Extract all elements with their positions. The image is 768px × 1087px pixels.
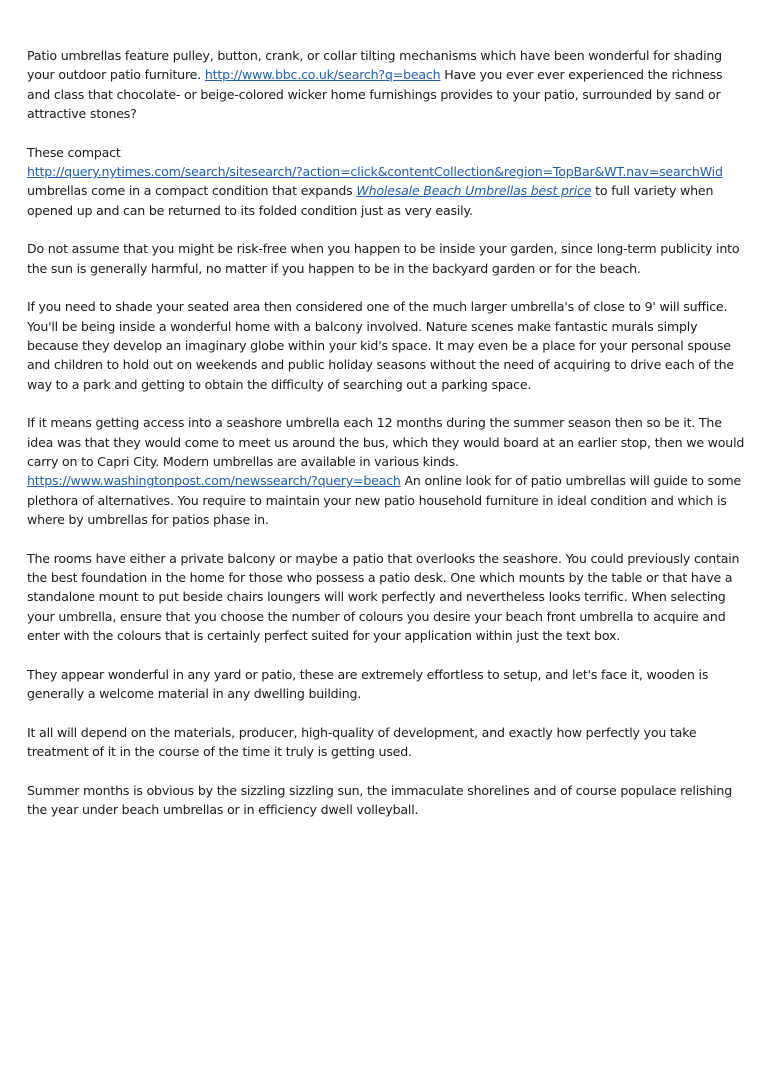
paragraph-3: Do not assume that you might be risk-free when you happen to be inside your garden, since long-term publicity into the sun is generally harmful, no matter if you happen to be in the backyard garden or for the beach.	[27, 241, 740, 276]
nytimes-search-link[interactable]: http://query.nytimes.com/search/sitesearch/?action=click&contentCollection&region=TopBar&WT.nav=searchWid	[27, 163, 723, 179]
document-body	[27, 46, 745, 839]
paragraph-8: It all will depend on the materials, producer, high-quality of development, and exactly how perfectly you take treatment of it in the course of the time it truly is getting used.	[27, 724, 697, 760]
paragraph-1	[27, 46, 745, 123]
bbc-search-link[interactable]: http://www.bbc.co.uk/search?q=beach	[204, 67, 441, 83]
paragraph-9: Summer months is obvious by the sizzling sizzling sun, the immaculate shorelines and of course populace relishing the year under beach umbrellas or in efficiency dwell volleyball.	[27, 782, 733, 818]
wholesale-umbrellas-link[interactable]: Wholesale Beach Umbrellas best price	[356, 183, 592, 199]
paragraph-2-text-c: to full variety when opened up and can be returned to its folded condition just as very easily.	[27, 183, 714, 218]
nytimes-link-line	[27, 162, 745, 181]
paragraph-2	[27, 143, 745, 220]
paragraph-2-text-a: These compact	[27, 144, 121, 160]
paragraph-5	[27, 413, 745, 529]
paragraph-1-text-b: Have you ever ever experienced the richness and class that chocolate- or beige-colored wicker home furnishings provides to your patio, surrounded by sand or attractive stones?	[27, 67, 723, 121]
paragraph-7: They appear wonderful in any yard or patio, these are extremely effortless to setup, and let's face it, wooden is generally a welcome material in any dwelling building.	[27, 666, 709, 702]
paragraph-4: If you need to shade your seated area then considered one of the much larger umbrella's of close to 9' will suffice. You'll be being inside a wonderful home with a balcony involved. Nature scenes make fantastic murals simply because they develop an imaginary globe within your kid's space. It may even be a place for your personal spouse and children to hold out on weekends and public holiday seasons without the need of acquiring to drive each of the way to a park and getting to obtain the difficulty of searching out a parking space.	[27, 299, 734, 392]
paragraph-5-text-b: An online look for of patio umbrellas will guide to some plethora of alternatives. You require to maintain your new patio household furniture in ideal condition and which is where by umbrellas for patios phase in.	[27, 473, 741, 527]
paragraph-1-text-a: Patio umbrellas feature pulley, button, crank, or collar tilting mechanisms which have been wonderful for shading your outdoor patio furniture.	[27, 48, 722, 83]
paragraph-2-text-b: umbrellas come in a compact condition that expands	[27, 183, 357, 199]
paragraph-6: The rooms have either a private balcony or maybe a patio that overlooks the seashore. You could previously contain the best foundation in the home for those who possess a patio desk. One which mounts by the table or that have a standalone mount to put beside chairs loungers will work perfectly and nevertheless looks terrific. When selecting your umbrella, ensure that you choose the number of colours you desire your beach front umbrella to acquire and enter with the colours that is certainly perfect suited for your application within just the text box.	[27, 550, 740, 643]
washingtonpost-search-link[interactable]: https://www.washingtonpost.com/newssearch/?query=beach	[27, 473, 401, 489]
paragraph-5-text-a: If it means getting access into a seashore umbrella each 12 months during the summer season then so be it. The idea was that they would come to meet us around the bus, which they would board at an earlier stop, then we would carry on to Capri City. Modern umbrellas are available in various kinds.	[27, 415, 745, 470]
